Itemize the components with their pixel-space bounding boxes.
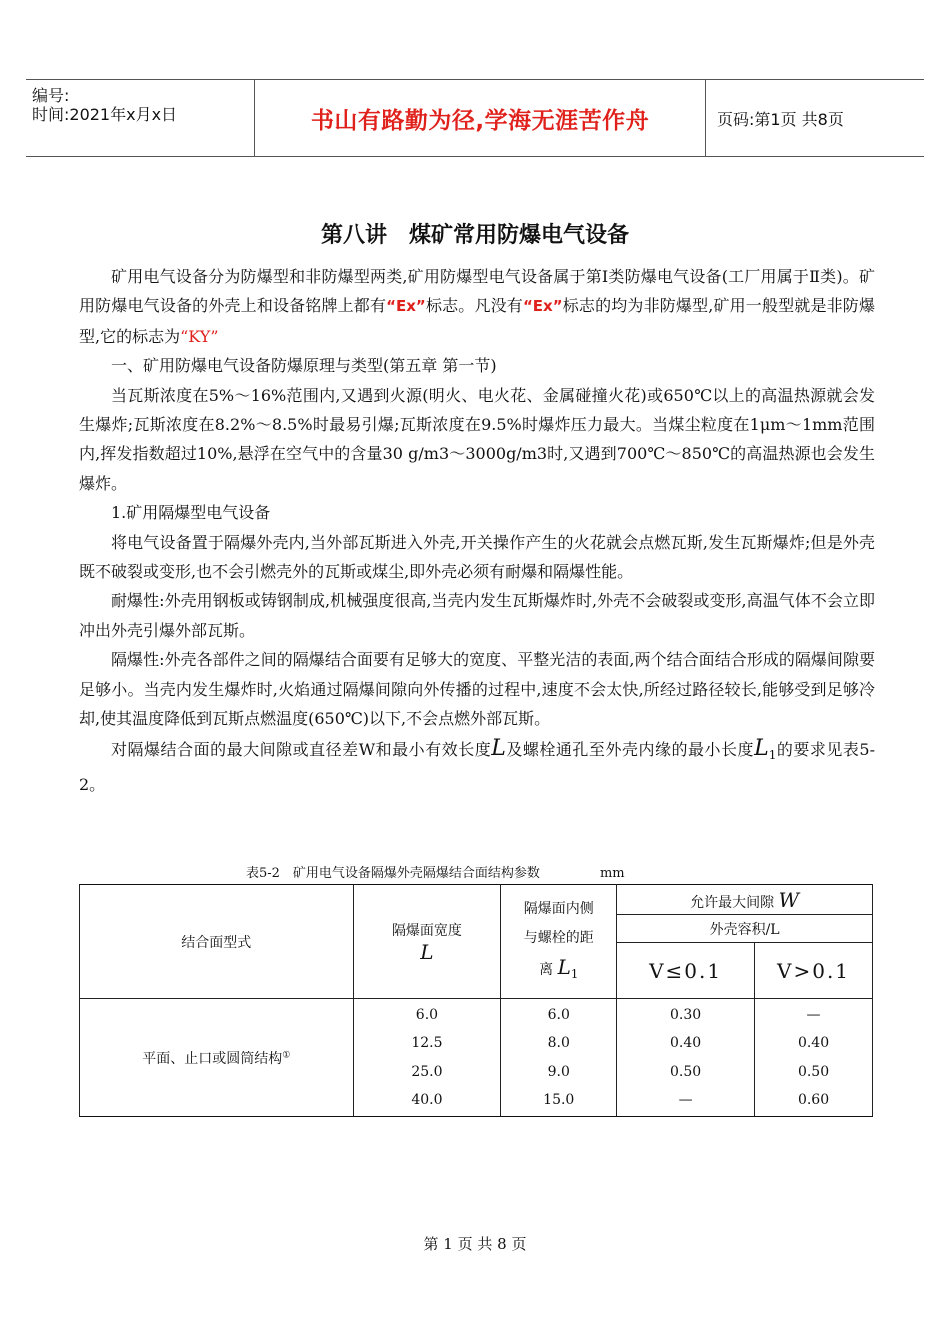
row-type-text: 平面、止口或圆筒结构 [142,1050,283,1067]
document-header [26,79,924,157]
header-meta [26,80,254,156]
paragraph-explosion-isolation: 隔爆性:外壳各部件之间的隔爆结合面要有足够大的宽度、平整光洁的表面,两个结合面结合形成的隔爆间隙要足够小。当壳内发生爆炸时,火焰通过隔爆间隙向外传播的过程中,速度不会太快,所经过路径较长,能够受到足够冷却,使其温度降低到瓦斯点燃温度(650℃)以下,不会点燃外部瓦斯。 [79,650,875,729]
table-caption-text: 表5-2 矿用电气设备隔爆外壳隔爆结合面结构参数 [246,866,540,881]
header-motto-cell [254,80,706,156]
ky-mark: “KY” [180,326,219,346]
paragraph-flameproof: 将电气设备置于隔爆外壳内,当外部瓦斯进入外壳,开关操作产生的火花就会点燃瓦斯,发生瓦斯爆炸;但是外壳既不破裂或变形,也不会引燃壳外的瓦斯或煤尘,即外壳必须有耐爆和隔爆性能。 [79,532,875,582]
col-distances [501,999,617,1117]
motto: 书山有路勤为径,学海无涯苦作舟 [310,107,650,134]
heading-subsection-1: 1.矿用隔爆型电气设备 [111,503,271,523]
paragraph-gas: 当瓦斯浓度在5%～16%范围内,又遇到火源(明火、电火花、金属碰撞火花)或650℃以上的高温热源就会发生爆炸;瓦斯浓度在8.2%～8.5%时最易引爆;瓦斯浓度在9.5%时爆炸压力最大。当煤尘粒度在1μm～1mm范围内,挥发指数超过10%,悬浮在空气中的含量30 g/m3～3000g/m3时,又遇到700℃～850℃的高温热源也会发生爆炸。 [79,385,875,493]
gap-small-value: 0.40 [670,1035,702,1051]
width-value: 12.5 [411,1035,443,1051]
var-L: L [491,735,506,761]
gap-small-value: 0.30 [670,1006,702,1023]
row-type [80,999,354,1117]
row-type-note: ① [282,1049,291,1060]
page-title: 第八讲 煤矿常用防爆电气设备 [320,223,629,248]
var-L1: L [754,735,769,761]
page-footer: 第 1 页 共 8 页 [423,1235,527,1253]
paragraph-intro [79,262,875,351]
req-text-c: 的要求见表5-2。 [79,739,875,795]
intro-text-a: 矿用电气设备分为防爆型和非防爆型两类,矿用防爆型电气设备属于第Ⅰ类防爆电气设备(工厂用属于Ⅱ类)。矿用防爆电气设备的外壳上和设备铭牌上都有 [79,267,875,316]
header-distance-sub: 1 [570,966,579,981]
width-value: 25.0 [411,1063,443,1080]
gap-large-value: 0.40 [797,1035,830,1051]
table-caption [246,862,625,881]
header-distance-line2: 与螺栓的距 [523,929,594,946]
paragraph-requirements [79,734,875,800]
header-gap [617,885,873,915]
header-width-label: 隔爆面宽度 [391,922,462,939]
page-info: 页码:第1页 共8页 [717,109,844,129]
gap-small-value: 0.50 [670,1063,702,1080]
distance-value: 9.0 [547,1063,570,1080]
parameter-table [79,884,873,1117]
ex-mark-2: “Ex” [522,297,563,316]
header-gap-label: 允许最大间隙 [690,894,775,911]
distance-value: 8.0 [547,1035,570,1051]
gap-large-value: — [806,1006,821,1023]
time-label: 时间:2021年x月x日 [32,105,178,124]
header-distance-line1: 隔爆面内侧 [523,900,594,917]
req-text-a: 对隔爆结合面的最大间隙或直径差W和最小有效长度 [111,739,492,759]
header-width [353,885,501,999]
gap-large-value: 0.50 [797,1063,830,1080]
header-distance-word: 离 [539,961,554,978]
gap-large-value: 0.60 [797,1092,830,1108]
header-v-small: V≤0.1 [617,943,755,999]
header-distance-var: L [557,954,571,979]
header-v-large: V>0.1 [755,943,873,999]
col-gap-large [755,999,873,1117]
width-value: 40.0 [411,1092,443,1108]
col-widths [353,999,501,1117]
intro-text-b: 标志。凡没有 [425,296,523,316]
distance-value: 6.0 [547,1006,570,1023]
table-unit: mm [599,866,625,881]
heading-section-1: 一、矿用防爆电气设备防爆原理与类型(第五章 第一节) [111,356,497,376]
width-value: 6.0 [415,1006,439,1023]
header-gap-var: W [778,887,800,912]
header-type: 结合面型式 [80,885,354,999]
ex-mark-1: “Ex” [386,297,426,316]
header-distance [501,885,617,999]
header-volume: 外壳容积/L [617,915,873,943]
var-L1-sub: 1 [768,747,777,762]
header-width-var: L [420,939,434,964]
intro-text-c: 标志的均为非防爆型,矿用一般型就是非防爆型,它的标志为 [79,296,875,346]
body-text [79,262,875,800]
col-gap-small [617,999,755,1117]
paragraph-explosion-resistance: 耐爆性:外壳用钢板或铸钢制成,机械强度很高,当壳内发生瓦斯爆炸时,外壳不会破裂或变形,高温气体不会立即冲出外壳引爆外部瓦斯。 [79,591,875,640]
number-label: 编号: [32,86,70,105]
req-text-b: 及螺栓通孔至外壳内缘的最小长度 [505,739,755,759]
distance-value: 15.0 [543,1092,575,1108]
gap-small-value: — [678,1092,693,1108]
header-distance-line3 [501,953,616,989]
